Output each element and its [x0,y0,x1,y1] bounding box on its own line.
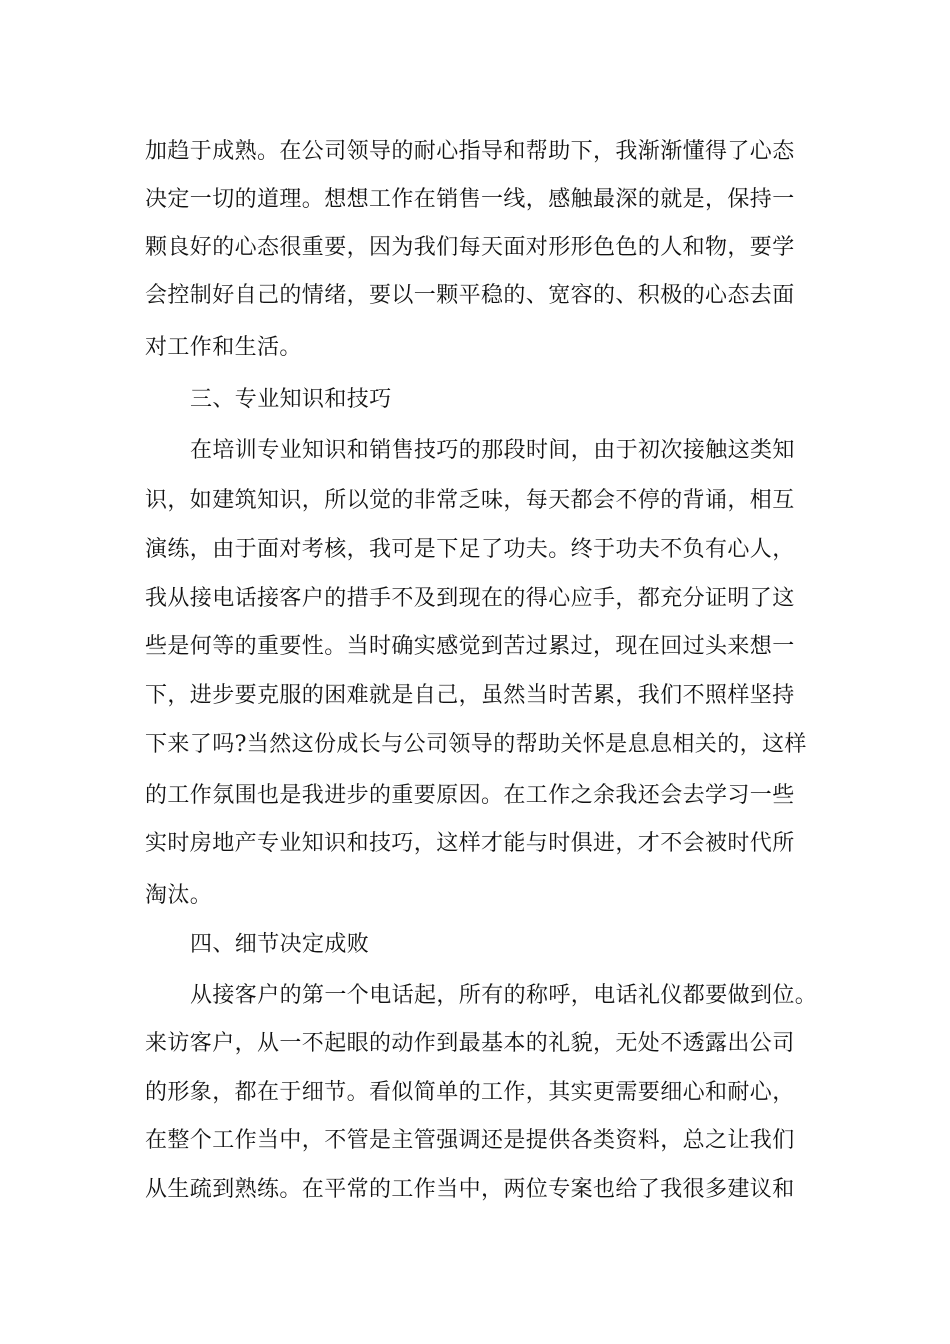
paragraph-line: 决定一切的道理。想想工作在销售一线，感触最深的就是，保持一 [145,187,795,212]
paragraph-line: 对工作和生活。 [145,335,302,360]
paragraph-line: 加趋于成熟。在公司领导的耐心指导和帮助下，我渐渐懂得了心态 [145,139,795,164]
paragraph-line: 淘汰。 [145,883,213,908]
paragraph-line: 下来了吗?当然这份成长与公司领导的帮助关怀是息息相关的，这样 [145,732,807,757]
paragraph-line: 来访客户，从一不起眼的动作到最基本的礼貌，无处不透露出公司 [145,1031,795,1056]
paragraph-line: 我从接电话接客户的措手不及到现在的得心应手，都充分证明了这 [145,586,795,611]
paragraph-line: 在整个工作当中，不管是主管强调还是提供各类资料，总之让我们 [145,1128,795,1153]
paragraph-line: 在培训专业知识和销售技巧的那段时间，由于初次接触这类知 [190,438,795,463]
paragraph-line: 演练，由于面对考核，我可是下足了功夫。终于功夫不负有心人， [145,537,795,562]
paragraph-line: 从生疏到熟练。在平常的工作当中，两位专案也给了我很多建议和 [145,1177,795,1202]
paragraph-line: 的工作氛围也是我进步的重要原因。在工作之余我还会去学习一些 [145,783,795,808]
paragraph-line: 颗良好的心态很重要，因为我们每天面对形形色色的人和物，要学 [145,235,795,260]
paragraph-line: 从接客户的第一个电话起，所有的称呼，电话礼仪都要做到位。 [190,983,818,1008]
paragraph-line: 的形象，都在于细节。看似简单的工作，其实更需要细心和耐心， [145,1080,795,1105]
paragraph-line: 实时房地产专业知识和技巧，这样才能与时俱进，才不会被时代所 [145,831,795,856]
section-heading: 三、专业知识和技巧 [190,387,392,412]
paragraph-line: 会控制好自己的情绪，要以一颗平稳的、宽容的、积极的心态去面 [145,283,795,308]
paragraph-line: 识，如建筑知识，所以觉的非常乏味，每天都会不停的背诵，相互 [145,488,795,513]
section-heading: 四、细节决定成败 [190,932,370,957]
paragraph-line: 下，进步要克服的困难就是自己，虽然当时苦累，我们不照样坚持 [145,683,795,708]
paragraph-line: 些是何等的重要性。当时确实感觉到苦过累过，现在回过头来想一 [145,634,795,659]
